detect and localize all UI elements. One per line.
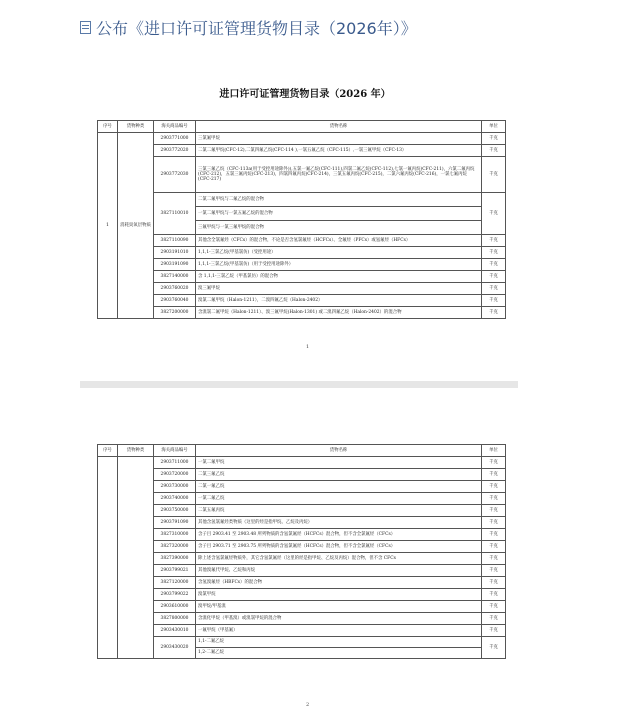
code-cell: 2903740000 xyxy=(154,493,196,505)
document-icon xyxy=(80,21,91,34)
name-cell: 含子目 2903.41 至 2903.48 所列物质的含氢氯氟烃（HCFCs）混合物，但不含全氯氟烃（CFCs） xyxy=(196,529,482,541)
name-cell: 1,1,1-三氯乙烷(甲基氯仿)（用于受控用途除外） xyxy=(196,259,482,271)
unit-cell: 千克 xyxy=(482,565,506,577)
code-cell: 3827110010 xyxy=(154,193,196,235)
name-cell: 一氯二氟甲烷 xyxy=(196,457,482,469)
table-row xyxy=(98,235,506,247)
code-cell: 2903799021 xyxy=(154,565,196,577)
unit-cell: 千克 xyxy=(482,307,506,319)
table-row xyxy=(98,589,506,601)
header-seq: 序号 xyxy=(98,121,118,133)
code-cell: 2903711000 xyxy=(154,457,196,469)
unit-cell: 千克 xyxy=(482,247,506,259)
code-cell: 2903760020 xyxy=(154,283,196,295)
unit-cell: 千克 xyxy=(482,271,506,283)
name-cell: 含子目 2903.71 至 2903.75 所列物质的含氢氯氟烃（HCFCs）混合物，但不含全氯氟烃（CFCs） xyxy=(196,541,482,553)
header-name: 货物名称 xyxy=(196,121,482,133)
code-cell: 2903430020 xyxy=(154,637,196,659)
header-category: 货物种类 xyxy=(118,445,154,457)
table-row xyxy=(98,307,506,319)
header-category: 货物种类 xyxy=(118,121,154,133)
code-cell: 2903610000 xyxy=(154,601,196,613)
code-cell: 2903730000 xyxy=(154,481,196,493)
table-row xyxy=(98,601,506,613)
table-row xyxy=(98,613,506,625)
table-row xyxy=(98,295,506,307)
unit-cell: 千克 xyxy=(482,145,506,157)
code-cell: 3827200000 xyxy=(154,307,196,319)
table-row xyxy=(98,625,506,637)
name-cell: 二氯二氟甲烷(CFC-12),二氯四氟乙烷(CFC-114 ),一氯五氟乙烷（CFC-115）,一氯三氟甲烷（CFC-13） xyxy=(196,145,482,157)
page-number: 1 xyxy=(306,344,310,350)
code-cell: 3827800000 xyxy=(154,613,196,625)
category-cell xyxy=(118,457,154,659)
code-cell: 3827310000 xyxy=(154,529,196,541)
name-cell: 其他含氢氯氟烃类物质（这里的烃是指甲烷、乙烷及丙烷） xyxy=(196,517,482,529)
name-cell: 溴氯二氟甲烷（Halon-1211），二溴四氟乙烷（Halon-2402） xyxy=(196,295,482,307)
document-title: 进口许可证管理货物目录（2026 年） xyxy=(219,89,391,100)
unit-cell: 千克 xyxy=(482,457,506,469)
name-cell: 含 1,1,1-三氯乙烷（甲基氯仿）的混合物 xyxy=(196,271,482,283)
header-code: 海关商品编号 xyxy=(154,445,196,457)
code-cell: 2903791090 xyxy=(154,517,196,529)
code-cell: 2903772020 xyxy=(154,145,196,157)
unit-cell: 千克 xyxy=(482,637,506,659)
name-cell: 含溴氯二氟甲烷（Halon-1211）、溴三氟甲烷(Halon-1301) 或二溴四氟乙烷（Halon-2402）的混合物 xyxy=(196,307,482,319)
table-row xyxy=(98,283,506,295)
table-row xyxy=(98,481,506,493)
table-row xyxy=(98,493,506,505)
code-cell: 2903720000 xyxy=(154,469,196,481)
unit-cell: 千克 xyxy=(482,625,506,637)
code-cell: 2903772030 xyxy=(154,157,196,193)
name-cell: 除上述含氢氯氟烃物质外，其它含氢氯氟烃（这里的烃是指甲烷、乙烷及丙烷）混合物，但不含 CFCs xyxy=(196,553,482,565)
name-cell: 溴三氟甲烷 xyxy=(196,283,482,295)
table-row xyxy=(98,271,506,283)
name-cell: 1,1-二氟乙烷 xyxy=(196,637,482,648)
name-cell: 二氯二氟甲烷与二氟乙烷的混合物 xyxy=(196,193,482,207)
page-separator xyxy=(80,381,518,388)
unit-cell: 千克 xyxy=(482,481,506,493)
header-seq: 序号 xyxy=(98,445,118,457)
name-cell: 含氢溴氟烃（HBFCs）的混合物 xyxy=(196,577,482,589)
unit-cell: 千克 xyxy=(482,541,506,553)
unit-cell: 千克 xyxy=(482,601,506,613)
goods-table-page2 xyxy=(97,444,506,659)
name-cell: 一氯二氟乙烷 xyxy=(196,493,482,505)
unit-cell: 千克 xyxy=(482,589,506,601)
table-row xyxy=(98,193,506,207)
name-cell: 溴甲烷/甲基溴 xyxy=(196,601,482,613)
unit-cell: 千克 xyxy=(482,517,506,529)
name-cell: 二氯一氟乙烷 xyxy=(196,481,482,493)
seq-cell: 1 xyxy=(98,133,118,319)
unit-cell: 千克 xyxy=(482,577,506,589)
unit-cell: 千克 xyxy=(482,505,506,517)
name-cell: 三氟甲烷与一氯三氟甲烷的混合物 xyxy=(196,221,482,235)
name-cell: 其他溴氟代甲烷、乙烷和丙烷 xyxy=(196,565,482,577)
table-row xyxy=(98,577,506,589)
unit-cell: 千克 xyxy=(482,193,506,235)
name-cell: 二氯三氟乙烷 xyxy=(196,469,482,481)
table-row xyxy=(98,505,506,517)
code-cell: 2903750000 xyxy=(154,505,196,517)
header-unit: 单位 xyxy=(482,121,506,133)
code-cell: 2903799022 xyxy=(154,589,196,601)
name-cell: 含溴化甲烷（甲基溴）或溴氯甲烷的混合物 xyxy=(196,613,482,625)
name-cell: 三氯氟甲烷 xyxy=(196,133,482,145)
table-row xyxy=(98,133,506,145)
name-cell: 一氟甲烷（甲基氟） xyxy=(196,625,482,637)
table-row xyxy=(98,247,506,259)
header-name: 货物名称 xyxy=(196,445,482,457)
unit-cell: 千克 xyxy=(482,133,506,145)
category-cell: 消耗臭氧层物质 xyxy=(118,133,154,319)
table-row xyxy=(98,145,506,157)
code-cell: 3827110090 xyxy=(154,235,196,247)
name-cell: 三氯三氟乙烷（CFC-113a(用于受控用途除外)),五氯一氟乙烷(CFC-111),四氯二氟乙烷(CFC-112),七氯一氟丙烷(CFC-211)，六氯二氟丙烷(CFC-212)，五氯三氟丙烷(CFC-213)，四氯四氟丙烷(CFC-214)，三氯五氟丙烷(CFC-215)，二氯六氟丙烷(CFC-216)，一氯七氟丙烷(CFC-217) xyxy=(196,157,482,193)
code-cell: 3827390000 xyxy=(154,553,196,565)
table-row xyxy=(98,517,506,529)
table-header-row xyxy=(98,445,506,457)
table-row xyxy=(98,529,506,541)
unit-cell: 千克 xyxy=(482,235,506,247)
name-cell: 其他含全氯氟烃（CFCs）的混合物，不论是否含氢氯氟烃（HCFCs）、全氟烃（PFCs）或氢氟烃（HFCs） xyxy=(196,235,482,247)
table-row xyxy=(98,565,506,577)
table-row xyxy=(98,259,506,271)
unit-cell: 千克 xyxy=(482,469,506,481)
unit-cell: 千克 xyxy=(482,295,506,307)
name-cell: 1,1,1-三氯乙烷(甲基氯仿)（受控用途） xyxy=(196,247,482,259)
table-header-row xyxy=(98,121,506,133)
table-row xyxy=(98,157,506,193)
header-code: 海关商品编号 xyxy=(154,121,196,133)
goods-table-page1 xyxy=(97,120,506,319)
table-row xyxy=(98,637,506,648)
header-unit: 单位 xyxy=(482,445,506,457)
unit-cell: 千克 xyxy=(482,613,506,625)
code-cell: 3827140000 xyxy=(154,271,196,283)
unit-cell: 千克 xyxy=(482,553,506,565)
code-cell: 2903430010 xyxy=(154,625,196,637)
name-cell: 1,2-二氟乙烷 xyxy=(196,648,482,659)
code-cell: 3827320000 xyxy=(154,541,196,553)
code-cell: 2903771000 xyxy=(154,133,196,145)
unit-cell: 千克 xyxy=(482,157,506,193)
code-cell: 2903191090 xyxy=(154,259,196,271)
unit-cell: 千克 xyxy=(482,259,506,271)
page-header xyxy=(80,14,620,40)
table-row xyxy=(98,553,506,565)
name-cell: 二氯五氟丙烷 xyxy=(196,505,482,517)
code-cell: 2903191010 xyxy=(154,247,196,259)
table-row xyxy=(98,457,506,469)
table-row xyxy=(98,541,506,553)
unit-cell: 千克 xyxy=(482,529,506,541)
code-cell: 2903760040 xyxy=(154,295,196,307)
page-title: 公布《进口许可证管理货物目录（2026年）》 xyxy=(96,18,417,38)
unit-cell: 千克 xyxy=(482,493,506,505)
unit-cell: 千克 xyxy=(482,283,506,295)
seq-cell xyxy=(98,457,118,659)
table-row xyxy=(98,469,506,481)
name-cell: 溴氯甲烷 xyxy=(196,589,482,601)
page-number: 2 xyxy=(306,702,310,708)
name-cell: 一氯二氟甲烷与一氯五氟乙烷的混合物 xyxy=(196,207,482,221)
code-cell: 3827120000 xyxy=(154,577,196,589)
